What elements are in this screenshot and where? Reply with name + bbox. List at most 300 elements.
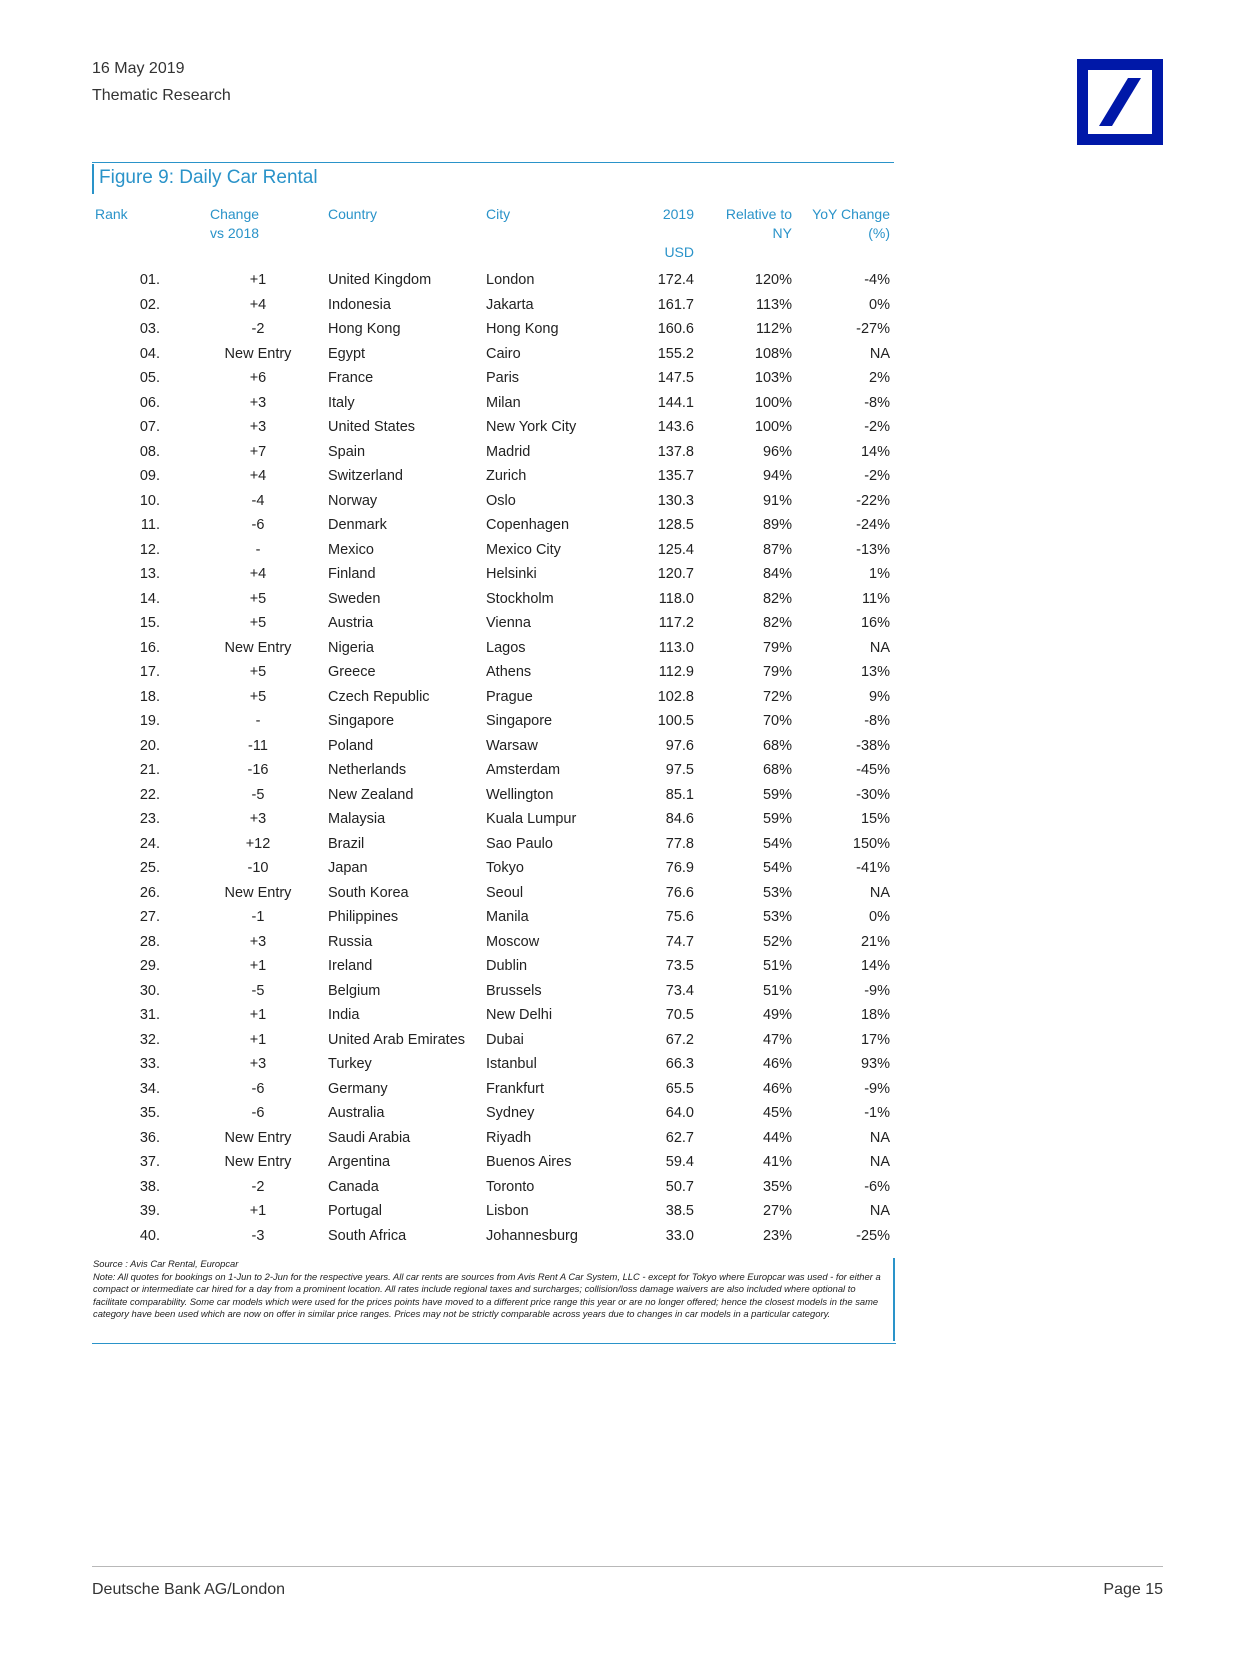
rank-cell: 15. (139, 615, 160, 631)
change-cell: +3 (249, 811, 267, 827)
rank-cell: 06. (139, 394, 160, 411)
table-row (0, 366, 900, 391)
country-cell: United States (328, 419, 416, 435)
country-cell: Poland (328, 737, 374, 754)
city-cell: Jakarta (486, 296, 534, 313)
country-cell: Germany (328, 1080, 388, 1097)
city-cell: Milan (486, 394, 521, 411)
usd-price-cell: 77.8 (665, 835, 694, 852)
usd-price-cell: 76.9 (665, 860, 694, 876)
yoy-change-cell: 21% (860, 933, 890, 950)
yoy-change-cell: 150% (852, 835, 890, 852)
usd-price-cell: 70.5 (665, 1007, 694, 1023)
city-cell: Paris (486, 370, 520, 386)
country-cell: Netherlands (328, 762, 407, 778)
table-row (0, 513, 900, 538)
rank-cell: 39. (139, 1203, 160, 1219)
city-cell: Helsinki (486, 566, 537, 582)
rank-cell: 24. (139, 835, 160, 852)
city-cell: Zurich (486, 468, 527, 484)
change-cell: +5 (249, 688, 267, 705)
country-cell: Ireland (328, 958, 373, 974)
usd-price-cell: 143.6 (657, 419, 694, 435)
change-cell: +4 (249, 296, 267, 313)
relative-to-ny-cell: 41% (762, 1154, 792, 1170)
table-row (0, 293, 900, 318)
rank-cell: 27. (139, 909, 160, 925)
usd-price-cell: 97.5 (665, 762, 694, 778)
table-row (0, 1199, 900, 1224)
country-cell: Indonesia (328, 296, 391, 313)
table-row (0, 856, 900, 881)
yoy-change-cell: NA (869, 884, 890, 901)
usd-price-cell: 112.9 (658, 664, 694, 680)
country-cell: Denmark (328, 517, 387, 533)
city-cell: Frankfurt (486, 1080, 545, 1097)
country-cell: Philippines (328, 909, 399, 925)
country-cell: Russia (328, 933, 373, 950)
country-cell: France (328, 370, 374, 386)
table-row (0, 538, 900, 563)
rank-cell: 38. (139, 1178, 160, 1195)
table-row (0, 1101, 900, 1126)
rank-cell: 11. (140, 517, 160, 533)
table-row (0, 636, 900, 661)
report-date: 16 May 2019 (92, 60, 185, 77)
change-cell: +4 (249, 468, 267, 484)
yoy-change-cell: 14% (860, 443, 890, 460)
header-change: Change vs 2018 (210, 206, 260, 241)
city-cell: Warsaw (486, 737, 538, 754)
usd-price-cell: 135.7 (657, 468, 694, 484)
header-country: Country (328, 206, 378, 222)
relative-to-ny-cell: 79% (762, 639, 792, 656)
rank-cell: 20. (139, 737, 160, 754)
city-cell: Dublin (486, 958, 528, 974)
city-cell: New York City (486, 419, 577, 435)
yoy-change-cell: -9% (864, 982, 890, 999)
country-cell: Switzerland (328, 468, 403, 484)
table-row (0, 1077, 900, 1102)
rank-cell: 13. (139, 566, 160, 582)
usd-price-cell: 33.0 (665, 1227, 694, 1244)
rank-cell: 21. (139, 762, 160, 778)
yoy-change-cell: NA (869, 1154, 890, 1170)
country-cell: Brazil (328, 835, 365, 852)
yoy-change-cell: -1% (864, 1105, 890, 1121)
yoy-change-cell: NA (869, 639, 890, 656)
usd-price-cell: 50.7 (665, 1178, 694, 1195)
city-cell: Dubai (486, 1031, 524, 1048)
yoy-change-cell: -13% (856, 541, 890, 558)
table-row (0, 783, 900, 808)
usd-price-cell: 59.4 (665, 1154, 694, 1170)
rank-cell: 18. (139, 688, 160, 705)
table-row (0, 464, 900, 489)
relative-to-ny-cell: 96% (762, 443, 792, 460)
change-cell: +1 (249, 958, 267, 974)
city-cell: Kuala Lumpur (486, 811, 577, 827)
country-cell: Spain (328, 443, 366, 460)
yoy-change-cell: -9% (864, 1080, 890, 1097)
yoy-change-cell: 13% (860, 664, 890, 680)
relative-to-ny-cell: 46% (762, 1080, 792, 1097)
change-cell: +6 (249, 370, 267, 386)
header-yoy-line1: YoY Change (812, 206, 890, 222)
change-cell: -2 (251, 321, 265, 337)
yoy-change-cell: NA (869, 1203, 890, 1219)
table-row (0, 1150, 900, 1175)
relative-to-ny-cell: 45% (762, 1105, 792, 1121)
city-cell: Seoul (486, 884, 524, 901)
usd-price-cell: 76.6 (665, 884, 694, 901)
header-relative-line2: NY (772, 225, 792, 241)
change-cell: New Entry (224, 345, 292, 362)
relative-to-ny-cell: 112% (755, 321, 792, 337)
table-row (0, 611, 900, 636)
table-row (0, 930, 900, 955)
source-note: Source : Avis Car Rental, Europcar (93, 1258, 239, 1269)
rank-cell: 30. (139, 982, 160, 999)
header-city: City (486, 206, 511, 222)
change-cell: -6 (251, 517, 265, 533)
change-cell: +1 (249, 272, 267, 288)
relative-to-ny-cell: 87% (762, 541, 792, 558)
relative-to-ny-cell: 89% (762, 517, 792, 533)
yoy-change-cell: 14% (860, 958, 890, 974)
country-cell: Malaysia (328, 811, 386, 827)
change-cell: New Entry (224, 884, 292, 901)
country-cell: United Kingdom (328, 272, 432, 288)
rank-cell: 23. (139, 811, 160, 827)
country-cell: Mexico (328, 541, 374, 558)
yoy-change-cell: 9% (869, 688, 890, 705)
table-row (0, 489, 900, 514)
city-cell: Oslo (486, 492, 516, 509)
footer-company: Deutsche Bank AG/London (92, 1581, 286, 1598)
relative-to-ny-cell: 54% (762, 835, 792, 852)
country-cell: Finland (328, 566, 376, 582)
change-cell: +5 (249, 590, 267, 607)
rank-cell: 34. (139, 1080, 160, 1097)
country-cell: Sweden (328, 590, 381, 607)
relative-to-ny-cell: 94% (762, 468, 792, 484)
table-row (0, 1003, 900, 1028)
city-cell: Madrid (486, 443, 531, 460)
rank-cell: 04. (139, 345, 160, 362)
change-cell: -4 (251, 492, 265, 509)
methodology-note: Note: All quotes for bookings on 1-Jun to 2-Jun for the respective years. All car rents are sources from Avis Rent A Car System, LLC - except for Tokyo where Europcar was used - for either a compact or intermediate car hired for a day from a prominent location. All rates include regional taxes and surcharges; collision/loss damage waivers are also included where optional to facilitate comparability. Some car models which were used for the prices points have moved to a different price range this year or are no longer offered; hence the closest models in the same category have been used which are now on offer in similar price ranges. Prices may not be strictly comparable across years due to changes in car models in a particular category. (93, 1270, 881, 1319)
yoy-change-cell: 16% (860, 615, 890, 631)
rank-cell: 26. (139, 884, 160, 901)
usd-price-cell: 137.8 (657, 443, 694, 460)
country-cell: Italy (328, 394, 355, 411)
rank-cell: 28. (139, 933, 160, 950)
change-cell: -11 (248, 737, 268, 754)
change-cell: - (255, 541, 261, 558)
city-cell: Lagos (486, 639, 526, 656)
change-cell: -2 (251, 1178, 265, 1195)
relative-to-ny-cell: 68% (762, 737, 792, 754)
rank-cell: 37. (139, 1154, 160, 1170)
country-cell: Australia (328, 1105, 385, 1121)
yoy-change-cell: 0% (869, 296, 890, 313)
relative-to-ny-cell: 54% (762, 860, 792, 876)
rank-cell: 05. (139, 370, 160, 386)
rank-cell: 12. (139, 541, 160, 558)
rank-cell: 22. (139, 786, 160, 803)
rank-cell: 40. (139, 1227, 160, 1244)
table-row (0, 979, 900, 1004)
relative-to-ny-cell: 70% (762, 713, 792, 729)
usd-price-cell: 64.0 (665, 1105, 694, 1121)
city-cell: London (486, 272, 535, 288)
country-cell: Norway (328, 492, 378, 509)
change-cell: -3 (251, 1227, 265, 1244)
city-cell: Amsterdam (486, 762, 561, 778)
change-cell: +3 (249, 933, 267, 950)
figure-top-rule (92, 162, 894, 163)
yoy-change-cell: NA (869, 1129, 890, 1146)
usd-price-cell: 117.2 (658, 615, 694, 631)
change-cell: +3 (249, 419, 267, 435)
table-row (0, 587, 900, 612)
rank-cell: 02. (139, 296, 160, 313)
change-cell: +3 (249, 1056, 267, 1072)
table-row (0, 440, 900, 465)
country-cell: Egypt (328, 345, 366, 362)
usd-price-cell: 75.6 (665, 909, 694, 925)
relative-to-ny-cell: 82% (762, 615, 792, 631)
yoy-change-cell: NA (869, 345, 890, 362)
country-cell: South Africa (328, 1227, 407, 1244)
city-cell: Wellington (486, 786, 554, 803)
relative-to-ny-cell: 44% (762, 1129, 792, 1146)
usd-price-cell: 144.1 (657, 394, 694, 411)
table-row (0, 709, 900, 734)
notes-bottom-rule (92, 1343, 896, 1344)
table-row (0, 1224, 900, 1249)
usd-price-cell: 85.1 (665, 786, 694, 803)
usd-price-cell: 118.0 (658, 590, 694, 607)
change-cell: +7 (249, 443, 267, 460)
relative-to-ny-cell: 53% (762, 884, 792, 901)
table-row (0, 905, 900, 930)
yoy-change-cell: 2% (869, 370, 890, 386)
city-cell: Stockholm (486, 590, 554, 607)
city-cell: Brussels (486, 982, 542, 999)
footer-page-number: Page 15 (1103, 1581, 1163, 1598)
rank-cell: 35. (139, 1105, 160, 1121)
yoy-change-cell: -2% (864, 419, 890, 435)
header-year: 2019 (662, 206, 694, 222)
country-cell: Belgium (328, 982, 381, 999)
table-row (0, 660, 900, 685)
relative-to-ny-cell: 103% (754, 370, 792, 386)
city-cell: Riyadh (486, 1129, 532, 1146)
relative-to-ny-cell: 46% (762, 1056, 792, 1072)
change-cell: -5 (251, 982, 265, 999)
usd-price-cell: 125.4 (657, 541, 694, 558)
usd-price-cell: 67.2 (665, 1031, 694, 1048)
usd-price-cell: 62.7 (665, 1129, 694, 1146)
country-cell: Japan (328, 860, 368, 876)
relative-to-ny-cell: 84% (762, 566, 792, 582)
change-cell: -10 (247, 860, 269, 876)
rank-cell: 19. (139, 713, 160, 729)
table-row (0, 342, 900, 367)
change-cell: +5 (249, 615, 267, 631)
country-cell: Canada (328, 1178, 379, 1195)
relative-to-ny-cell: 53% (762, 909, 792, 925)
country-cell: Austria (328, 615, 374, 631)
country-cell: New Zealand (328, 786, 414, 803)
change-cell: -5 (251, 786, 265, 803)
relative-to-ny-cell: 52% (762, 933, 792, 950)
usd-price-cell: 155.2 (657, 345, 694, 362)
yoy-change-cell: -8% (864, 713, 890, 729)
city-cell: Lisbon (486, 1203, 529, 1219)
table-row (0, 954, 900, 979)
usd-price-cell: 128.5 (657, 517, 694, 533)
relative-to-ny-cell: 51% (762, 982, 792, 999)
yoy-change-cell: 15% (860, 811, 890, 827)
change-cell: +1 (249, 1203, 267, 1219)
relative-to-ny-cell: 72% (762, 688, 792, 705)
yoy-change-cell: -8% (864, 394, 890, 411)
usd-price-cell: 73.4 (665, 982, 694, 999)
change-cell: New Entry (224, 1129, 292, 1146)
usd-price-cell: 65.5 (665, 1080, 694, 1097)
notes-block (93, 1258, 881, 1321)
table-row (0, 1126, 900, 1151)
footer-rule (92, 1566, 1163, 1567)
yoy-change-cell: 17% (860, 1031, 890, 1048)
table-row (0, 1028, 900, 1053)
usd-price-cell: 130.3 (657, 492, 694, 509)
usd-price-cell: 38.5 (665, 1203, 694, 1219)
rank-cell: 07. (139, 419, 160, 435)
city-cell: Toronto (486, 1178, 535, 1195)
table-row (0, 391, 900, 416)
change-cell: -1 (251, 909, 265, 925)
relative-to-ny-cell: 47% (762, 1031, 792, 1048)
city-cell: Hong Kong (486, 321, 559, 337)
rank-cell: 31. (139, 1007, 160, 1023)
report-type: Thematic Research (92, 87, 231, 104)
usd-price-cell: 84.6 (665, 811, 694, 827)
yoy-change-cell: 11% (862, 590, 890, 607)
rank-cell: 01. (139, 272, 160, 288)
relative-to-ny-cell: 82% (762, 590, 792, 607)
table-row (0, 685, 900, 710)
yoy-change-cell: 93% (860, 1056, 890, 1072)
yoy-change-cell: 0% (869, 909, 890, 925)
country-cell: Hong Kong (328, 321, 401, 337)
header-rank: Rank (95, 206, 128, 222)
country-cell: Singapore (328, 713, 395, 729)
city-cell: Sydney (486, 1105, 535, 1121)
table-row (0, 758, 900, 783)
header-usd: USD (664, 244, 694, 260)
rank-cell: 10. (139, 492, 160, 509)
figure-title: Figure 9: Daily Car Rental (99, 167, 318, 188)
yoy-change-cell: -30% (856, 786, 890, 803)
yoy-change-cell: -27% (856, 321, 890, 337)
change-cell: +5 (249, 664, 267, 680)
rank-cell: 09. (139, 468, 160, 484)
notes-side-bar (893, 1258, 895, 1341)
usd-price-cell: 120.7 (657, 566, 694, 582)
country-cell: Argentina (328, 1154, 391, 1170)
city-cell: New Delhi (486, 1007, 553, 1023)
table-row (0, 807, 900, 832)
city-cell: Sao Paulo (486, 835, 553, 852)
relative-to-ny-cell: 35% (762, 1178, 792, 1195)
city-cell: Cairo (486, 345, 521, 362)
table-row (0, 734, 900, 759)
relative-to-ny-cell: 23% (762, 1227, 792, 1244)
relative-to-ny-cell: 91% (762, 492, 792, 509)
city-cell: Mexico City (486, 541, 561, 558)
relative-to-ny-cell: 68% (762, 762, 792, 778)
logo-slash-icon (1088, 70, 1152, 134)
usd-price-cell: 160.6 (657, 321, 694, 337)
city-cell: Moscow (486, 933, 540, 950)
usd-price-cell: 74.7 (665, 933, 694, 950)
relative-to-ny-cell: 113% (755, 296, 792, 313)
usd-price-cell: 100.5 (657, 713, 694, 729)
yoy-change-cell: -2% (864, 468, 890, 484)
rank-cell: 08. (139, 443, 160, 460)
rank-cell: 16. (139, 639, 160, 656)
change-cell: -16 (247, 762, 269, 778)
change-cell: New Entry (224, 1154, 292, 1170)
rank-cell: 36. (139, 1129, 160, 1146)
table-row (0, 881, 900, 906)
change-cell: -6 (251, 1105, 265, 1121)
city-cell: Prague (486, 688, 533, 705)
usd-price-cell: 147.5 (657, 370, 694, 386)
table-row (0, 562, 900, 587)
city-cell: Athens (486, 664, 532, 680)
city-cell: Manila (486, 909, 529, 925)
usd-price-cell: 113.0 (658, 639, 694, 656)
usd-price-cell: 172.4 (657, 272, 694, 288)
change-cell: +12 (245, 835, 271, 852)
yoy-change-cell: -45% (856, 762, 890, 778)
rank-cell: 14. (139, 590, 160, 607)
table-row (0, 832, 900, 857)
usd-price-cell: 97.6 (665, 737, 694, 754)
city-cell: Singapore (486, 713, 553, 729)
country-cell: Nigeria (328, 639, 374, 656)
country-cell: Turkey (328, 1056, 372, 1072)
figure-title-bar (92, 164, 94, 194)
change-cell: New Entry (224, 639, 292, 656)
change-cell: +1 (249, 1031, 267, 1048)
yoy-change-cell: -25% (856, 1227, 890, 1244)
relative-to-ny-cell: 100% (754, 419, 792, 435)
rank-cell: 32. (139, 1031, 160, 1048)
country-cell: Saudi Arabia (328, 1129, 411, 1146)
usd-price-cell: 102.8 (657, 688, 694, 705)
country-cell: United Arab Emirates (328, 1031, 466, 1048)
yoy-change-cell: -22% (856, 492, 890, 509)
yoy-change-cell: -6% (864, 1178, 890, 1195)
usd-price-cell: 161.7 (657, 296, 694, 313)
rank-cell: 33. (139, 1056, 160, 1072)
